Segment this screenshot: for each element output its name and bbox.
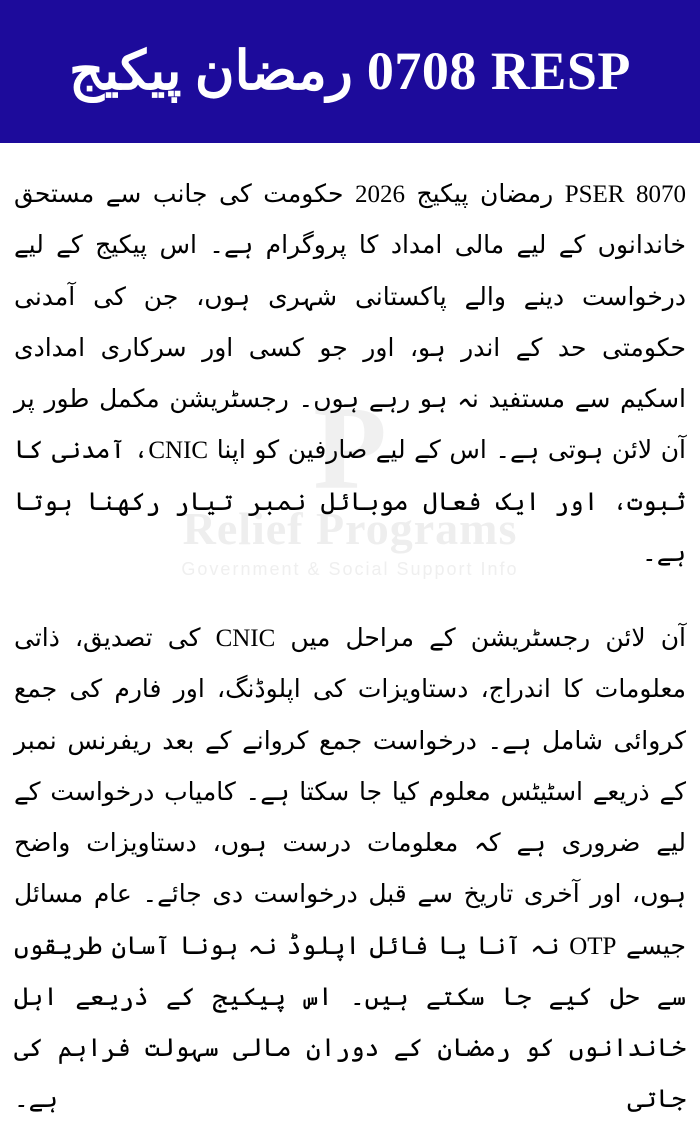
paragraph-2: آن لائن رجسٹریشن کے مراحل میں CNIC کی تصدیق، ذاتی معلومات کا اندراج، دستاویزات کی اپلوڈنگ، اور فارم کی جمع کروائی شامل ہے۔ درخواست جمع کروانے کے بعد ریفرنس نمبر کے ذریعے اسٹیٹس معلوم کیا جا سکتا ہے۔ کامیاب درخواست کے لیے ضروری ہے کہ معلومات درست ہوں، دستاویزات واضح ہوں، اور آخری تاریخ سے قبل درخواست دی جائے۔ عام مسائل جیسے OTP نہ آنا یا فائل اپلوڈ نہ ہونا آسان طریقوں سے حل کیے جا سکتے ہیں۔ اس پیکیج کے ذریعے اہل خاندانوں کو رمضان کے دوران مالی سہولت فراہم کی جاتی ہے۔ — [14, 625, 687, 1114]
article-body — [0, 143, 700, 1126]
paragraph-1: PSER 8070 رمضان پیکیج 2026 حکومت کی جانب سے مستحق خاندانوں کے لیے مالی امداد کا پروگرام ہے۔ اس پیکیج کے لیے درخواست دینے والے پاکستانی شہری ہوں، جن کی آمدنی حکومتی حد کے اندر ہو، اور جو کسی اور سرکاری امدادی اسکیم سے مستفید نہ ہو رہے ہوں۔ رجسٹریشن مکمل طور پر آن لائن ہوتی ہے۔ اس کے لیے صارفین کو اپنا CNIC، آمدنی کا ثبوت، اور ایک فعال موبائل نمبر تیار رکھنا ہوتا ہے۔ — [14, 181, 687, 567]
page-title: PSER 8070 رمضان پیکیج — [69, 41, 631, 102]
watermark-main-text: Relief Programs — [182, 503, 518, 554]
watermark-logo-icon: P — [313, 381, 387, 514]
header-banner — [0, 0, 700, 143]
watermark-sub-text: Government & Social Support Info — [181, 559, 519, 579]
